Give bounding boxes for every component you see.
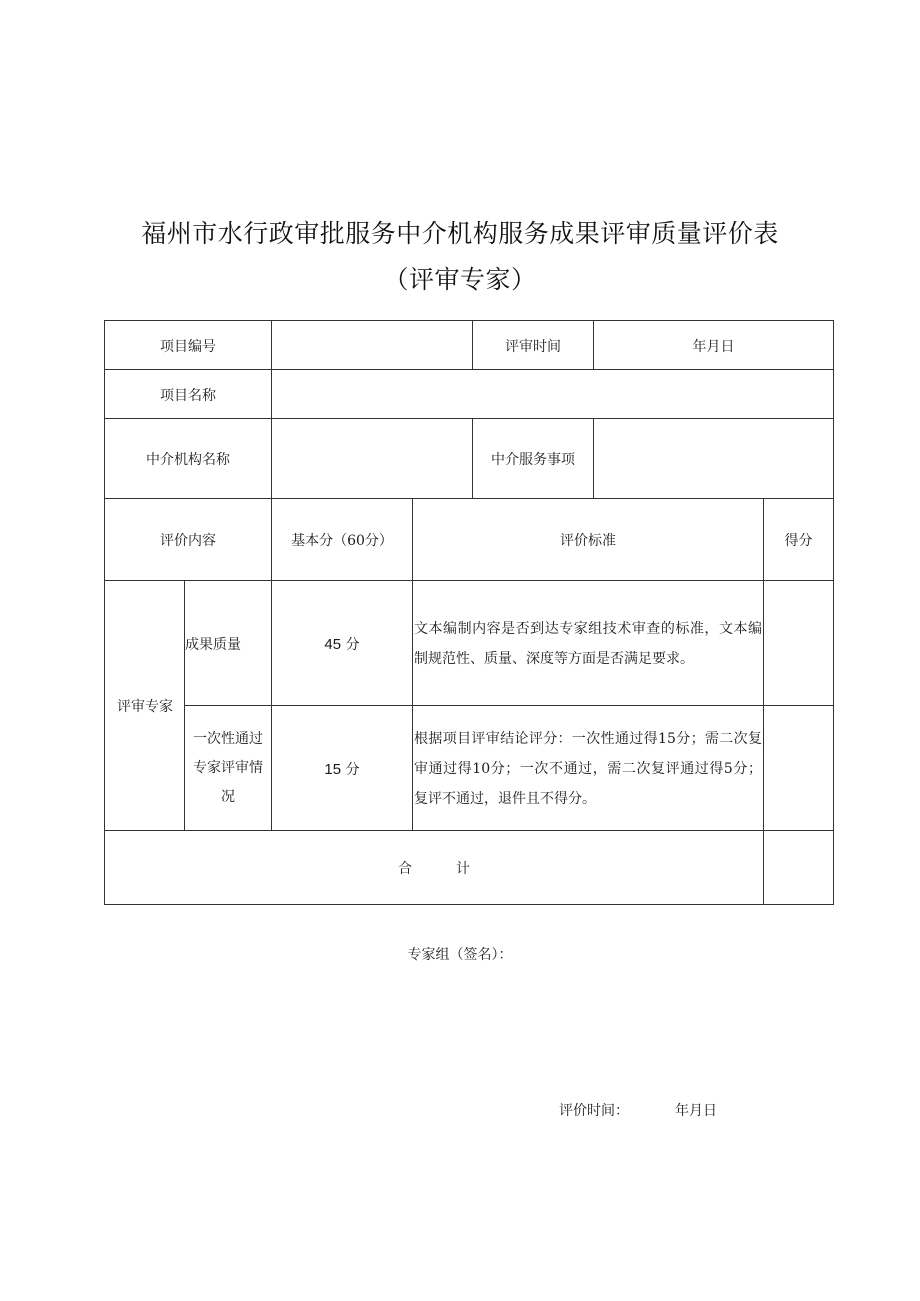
agency-name-label-cell <box>104 418 271 499</box>
agency-name-field[interactable] <box>271 418 472 499</box>
base-score-number: 15 <box>324 760 342 778</box>
project-no-label-cell <box>104 320 271 370</box>
review-time-field[interactable] <box>593 320 834 370</box>
review-time-label-cell <box>472 320 593 370</box>
form-subtitle: （评审专家） <box>383 265 537 294</box>
group-label-review-expert: 评审专家 <box>104 580 185 831</box>
review-time-value: 年月日 <box>692 338 735 355</box>
form-title: 福州市水行政审批服务中介机构服务成果评审质量评价表 <box>141 219 779 248</box>
service-item-field[interactable] <box>593 418 834 499</box>
item-quality-score-field[interactable] <box>763 580 834 706</box>
header-base-score: 基本分（60分） <box>271 498 412 581</box>
project-no-label: 项目编号 <box>160 338 216 355</box>
base-score-unit: 分 <box>345 636 360 653</box>
project-name-label: 项目名称 <box>160 387 216 404</box>
item-first-pass-criteria: 根据项目评审结论评分：一次性通过得15分；需二次复审通过得10分；一次不通过，需二次复评通过得5分；复评不通过，退件且不得分。 <box>412 705 763 831</box>
total-label: 合 计 <box>104 830 763 905</box>
total-score-field[interactable] <box>763 830 834 905</box>
review-time-label: 评审时间 <box>505 338 561 355</box>
base-score-unit: 分 <box>345 761 360 778</box>
item-quality-criteria: 文本编制内容是否到达专家组技术审查的标准，文本编制规范性、质量、深度等方面是否满足要求。 <box>412 580 763 706</box>
item-quality-base-score <box>271 580 412 706</box>
signature-label: 专家组（签名）： <box>407 947 513 963</box>
project-name-label-cell <box>104 369 271 419</box>
header-criteria: 评价标准 <box>412 498 763 581</box>
base-score-number: 45 <box>324 635 342 653</box>
service-item-label-cell <box>472 418 593 499</box>
eval-time <box>559 1100 717 1120</box>
item-first-pass-label: 一次性通过专家评审情况 <box>184 705 271 831</box>
evaluation-form <box>104 320 834 905</box>
agency-name-label: 中介机构名称 <box>146 452 230 468</box>
service-item-label: 中介服务事项 <box>491 452 575 468</box>
eval-time-label: 评价时间： <box>559 1103 629 1119</box>
header-content: 评价内容 <box>104 498 271 581</box>
item-quality-label: 成果质量 <box>184 580 271 706</box>
header-score: 得分 <box>763 498 834 581</box>
item-first-pass-score-field[interactable] <box>763 705 834 831</box>
project-name-field[interactable] <box>271 369 834 419</box>
project-no-field[interactable] <box>271 320 472 370</box>
eval-time-value[interactable]: 年月日 <box>675 1103 717 1119</box>
item-first-pass-base-score <box>271 705 412 831</box>
